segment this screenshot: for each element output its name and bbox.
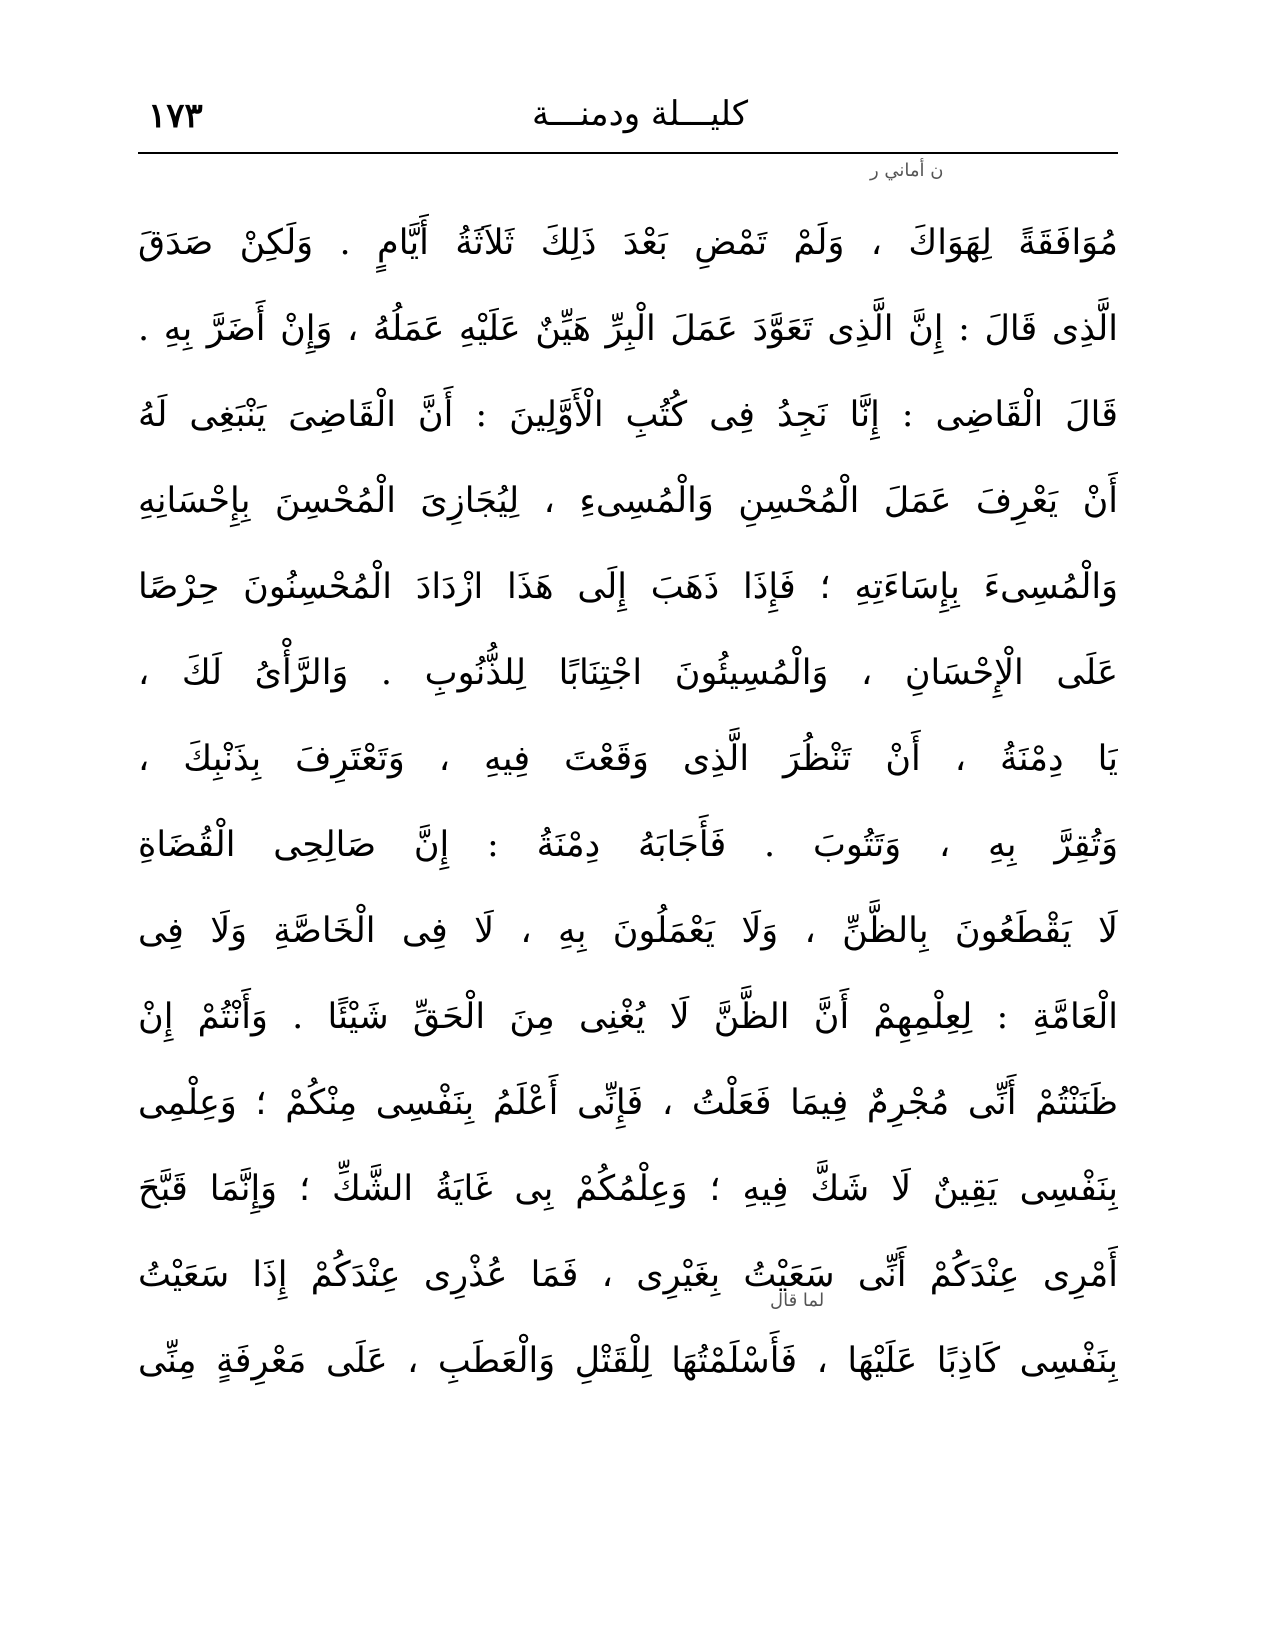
text-line: وَالْمُسِىءَ بِإِسَاءَتِهِ ؛ فَإِذَا ذَهَبَ إِلَى هَذَا ازْدَادَ الْمُحْسِنُونَ حِرْصًا <box>138 567 1118 607</box>
text-line: أَمْرِى عِنْدَكُمْ أَنِّى سَعَيْتُ بِغَيْرِى ، فَمَا عُذْرِى عِنْدَكُمْ إِذَا سَعَيْتُ <box>138 1255 1118 1295</box>
text-line: مُوَافَقَةً لِهَوَاكَ ، وَلَمْ تَمْضِ بَعْدَ ذَلِكَ ثَلاَثَةُ أَيَّامٍ . وَلَكِنْ صَدَقَ <box>138 223 1118 263</box>
running-header-title: كليـــلة ودمنـــة <box>531 94 749 134</box>
text-line: وَتُقِرَّ بِهِ ، وَتَتُوبَ . فَأَجَابَهُ دِمْنَةُ : إِنَّ صَالِحِى الْقُضَاةِ <box>138 825 1118 865</box>
text-line: بِنَفْسِى يَقِينٌ لَا شَكَّ فِيهِ ؛ وَعِلْمُكُمْ بِى غَايَةُ الشَّكِّ ؛ وَإِنَّمَا قَبَّحَ <box>138 1169 1118 1209</box>
header-divider <box>138 152 1118 154</box>
text-line: يَا دِمْنَةُ ، أَنْ تَنْظُرَ الَّذِى وَقَعْتَ فِيهِ ، وَتَعْتَرِفَ بِذَنْبِكَ ، <box>138 739 1118 779</box>
text-line: بِنَفْسِى كَاذِبًا عَلَيْهَا ، فَأَسْلَمْتُهَا لِلْقَتْلِ وَالْعَطَبِ ، عَلَى مَعْرِفَةٍ مِنِّى <box>138 1341 1118 1381</box>
handwritten-margin-note: لما قال <box>770 1290 825 1311</box>
text-line: الَّذِى قَالَ : إِنَّ الَّذِى تَعَوَّدَ عَمَلَ الْبِرِّ هَيِّنٌ عَلَيْهِ عَمَلُهُ ، وَإِنْ أَضَرَّ بِهِ . <box>138 309 1118 349</box>
text-line: ظَنَنْتُمْ أَنِّى مُجْرِمٌ فِيمَا فَعَلْتُ ، فَإِنِّى أَعْلَمُ بِنَفْسِى مِنْكُمْ ؛ وَعِلْمِى <box>138 1083 1118 1123</box>
text-line: أَنْ يَعْرِفَ عَمَلَ الْمُحْسِنِ وَالْمُسِىءِ ، لِيُجَازِىَ الْمُحْسِنَ بِإِحْسَانِهِ <box>138 481 1118 521</box>
text-line: الْعَامَّةِ : لِعِلْمِهِمْ أَنَّ الظَّنَّ لَا يُغْنِى مِنَ الْحَقِّ شَيْئًا . وَأَنْتُمْ إِنْ <box>138 997 1118 1037</box>
text-line: عَلَى الْإِحْسَانِ ، وَالْمُسِيئُونَ اجْتِنَابًا لِلذُّنُوبِ . وَالرَّأْىُ لَكَ ، <box>138 653 1118 693</box>
body-text <box>138 200 1118 1404</box>
page-number: ١٧٣ <box>148 96 203 136</box>
text-line: لَا يَقْطَعُونَ بِالظَّنِّ ، وَلَا يَعْمَلُونَ بِهِ ، لَا فِى الْخَاصَّةِ وَلَا فِى <box>138 911 1118 951</box>
text-line: قَالَ الْقَاضِى : إِنَّا نَجِدُ فِى كُتُبِ الْأَوَّلِينَ : أَنَّ الْقَاضِىَ يَنْبَغِى لَهُ <box>138 395 1118 435</box>
handwritten-margin-note: ن أماني ر <box>870 160 944 181</box>
